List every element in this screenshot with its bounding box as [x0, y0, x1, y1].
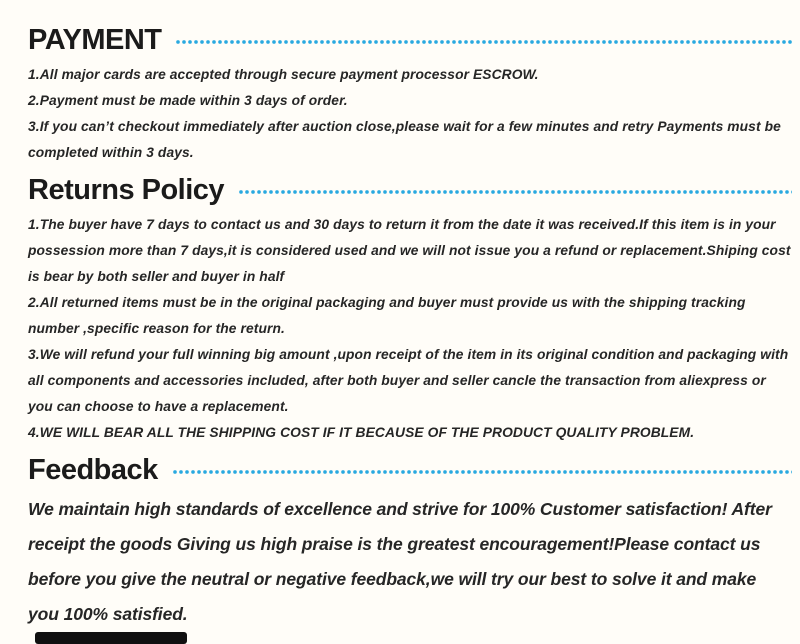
section-returns-header	[28, 174, 792, 206]
section-feedback-body	[28, 492, 792, 632]
returns-paragraph-4: 4.WE WILL BEAR ALL THE SHIPPING COST IF IT BECAUSE OF THE PRODUCT QUALITY PROBLEM.	[28, 425, 695, 440]
dotted-divider	[175, 39, 792, 45]
section-payment-body	[28, 62, 792, 166]
returns-paragraph-2: 2.All returned items must be in the original packaging and buyer must provide us with the shipping tracking number ,specific reason for the return.	[28, 295, 746, 336]
returns-paragraph-1: 1.The buyer have 7 days to contact us and 30 days to return it from the date it was received.If this item is in your possession more than 7 days,it is considered used and we will not issue you a refund or replacement.Shiping cost is bear by both seller and buyer in half	[28, 217, 791, 284]
section-title-returns-policy: Returns Policy	[28, 174, 225, 206]
feedback-paragraph-1: We maintain high standards of excellence and strive for 100% Customer satisfaction! After receipt the goods Giving us high praise is the greatest encouragement!Please contact us before you give the neutral or negative feedback,we will try our best to solve it and make you 100% satisfied.	[28, 499, 772, 624]
section-returns-body	[28, 212, 792, 446]
payment-paragraph-3: 3.If you can’t checkout immediately after auction close,please wait for a few minutes and retry Payments must be completed within 3 days.	[28, 119, 781, 160]
section-payment	[28, 24, 792, 166]
dotted-divider	[172, 469, 792, 475]
section-feedback	[28, 454, 792, 632]
section-payment-header	[28, 24, 792, 56]
dotted-divider	[238, 189, 792, 195]
returns-paragraph-3: 3.We will refund your full winning big amount ,upon receipt of the item in its original condition and packaging with all components and accessories included, after both buyer and seller cancle the transaction from aliexpress or you can choose to have a replacement.	[28, 347, 789, 414]
section-title-payment: PAYMENT	[28, 24, 162, 56]
section-title-feedback: Feedback	[28, 454, 158, 486]
payment-paragraph-1: 1.All major cards are accepted through secure payment processor ESCROW.	[28, 67, 539, 82]
payment-paragraph-2: 2.Payment must be made within 3 days of order.	[28, 93, 348, 108]
cropped-next-section-bar	[35, 632, 187, 644]
section-feedback-header	[28, 454, 792, 486]
section-returns-policy	[28, 174, 792, 446]
